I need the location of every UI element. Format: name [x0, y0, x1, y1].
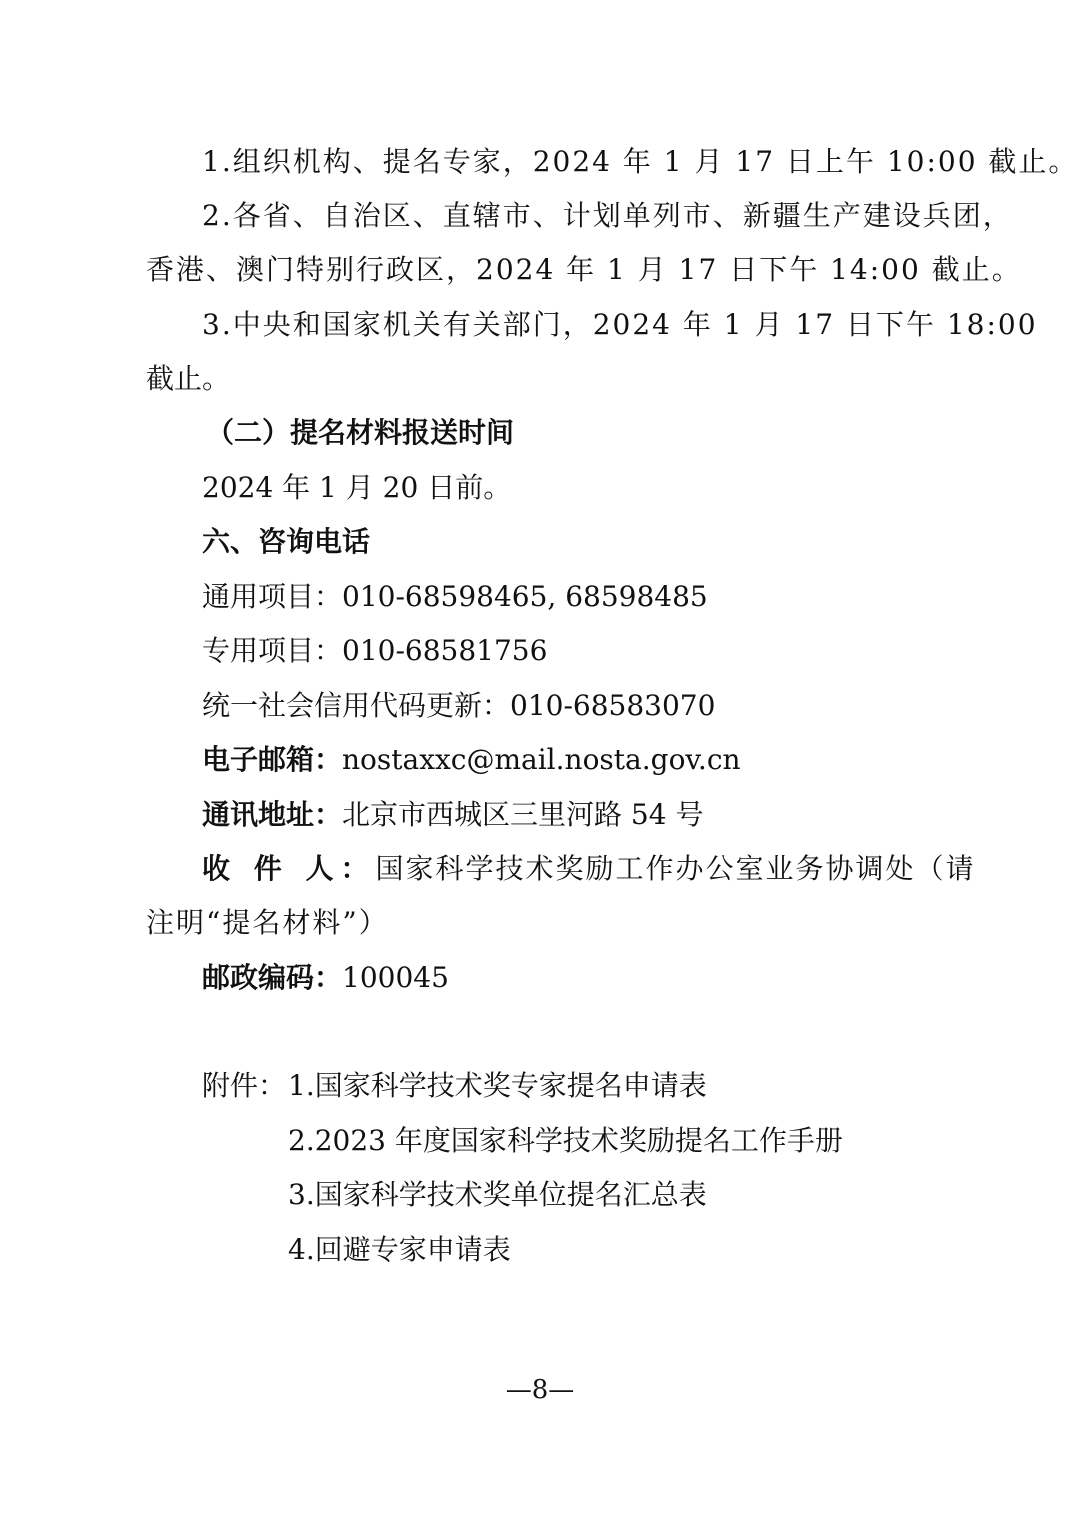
attachment-item-2: 2.2023 年度国家科学技术奖励提名工作手册: [288, 1124, 843, 1157]
submission-text: 2024 年 1 月 20 日前。: [202, 471, 512, 504]
deadline-item-3-line-1: 3.中央和国家机关有关部门，2024 年 1 月 17 日下午 18:00: [202, 308, 1038, 341]
postcode-label: 邮政编码：: [202, 961, 343, 994]
deadline-item-3-line-2: 截止。: [146, 362, 231, 395]
contact-special-phone: 专用项目：010-68581756: [202, 634, 548, 667]
deadline-item-2-line-1: 2.各省、自治区、直辖市、计划单列市、新疆生产建设兵团，: [202, 199, 1013, 232]
deadline-item-1: 1.组织机构、提名专家，2024 年 1 月 17 日上午 10:00 截止。: [202, 145, 1079, 178]
address-label: 通讯地址：: [202, 798, 343, 831]
attachment-item-1: 1.国家科学技术奖专家提名申请表: [288, 1069, 707, 1102]
contact-general-phone: 通用项目：010-68598465, 68598485: [202, 580, 708, 613]
contact-postcode-row: [202, 958, 449, 998]
contact-credit-code-phone: 统一社会信用代码更新：010-68583070: [202, 689, 716, 722]
postcode-value: 100045: [342, 961, 449, 994]
contact-heading: 六、咨询电话: [202, 525, 371, 558]
email-label: 电子邮箱：: [202, 743, 343, 776]
recipient-label: 收 件 人：: [202, 852, 376, 885]
attachment-item-3: 3.国家科学技术奖单位提名汇总表: [288, 1178, 707, 1211]
email-value: nostaxxc@mail.nosta.gov.cn: [342, 743, 741, 776]
contact-recipient-row: [202, 849, 976, 889]
attachments-label: 附件：: [202, 1069, 287, 1102]
submission-heading: （二）提名材料报送时间: [206, 416, 515, 449]
recipient-value-line-1: 国家科学技术奖励工作办公室业务协调处（请: [375, 852, 976, 885]
contact-email-row: [202, 740, 741, 780]
recipient-value-line-2: 注明“提名材料”）: [146, 906, 389, 939]
deadline-item-2-line-2: 香港、澳门特别行政区，2024 年 1 月 17 日下午 14:00 截止。: [146, 253, 1022, 286]
page-number: —8—: [505, 1375, 575, 1405]
attachment-item-4: 4.回避专家申请表: [288, 1233, 511, 1266]
address-value: 北京市西城区三里河路 54 号: [342, 798, 704, 831]
contact-address-row: [202, 795, 703, 835]
